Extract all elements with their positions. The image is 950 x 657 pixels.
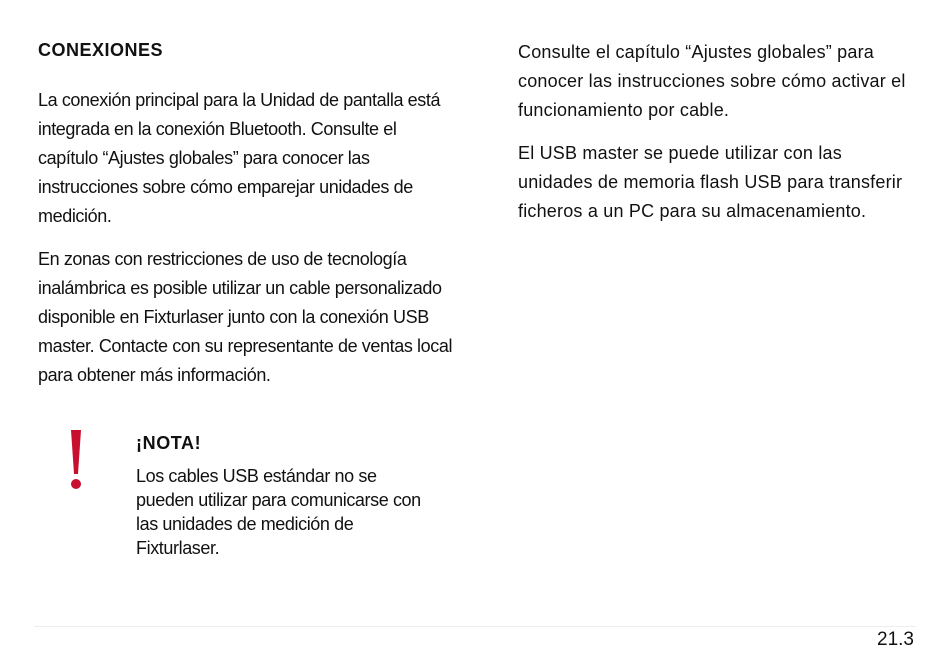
note-title: ¡NOTA! [136, 433, 202, 453]
paragraph-usb-master: El USB master se puede utilizar con las unidades de memoria flash USB para transferir ficheros a un PC para su almacenamiento. [518, 143, 903, 221]
note-text: Los cables USB estándar no se pueden utilizar para comunicarse con las unidades de medición de Fixturlaser. [136, 466, 421, 558]
note-box [38, 430, 458, 570]
paragraph-cable-activation: Consulte el capítulo “Ajustes globales” para conocer las instrucciones sobre cómo activar el funcionamiento por cable. [518, 42, 906, 120]
footer-divider [34, 626, 916, 627]
exclamation-icon [68, 430, 84, 492]
page-number: 21.3 [877, 629, 914, 650]
paragraph-wired-connection: En zonas con restricciones de uso de tecnología inalámbrica es posible utilizar un cable personalizado disponible en Fixturlaser junto con la conexión USB master. Contacte con su representante de ventas local para obtener más información. [38, 249, 453, 385]
paragraph-bluetooth-connection: La conexión principal para la Unidad de pantalla está integrada en la conexión Bluetooth. Consulte el capítulo “Ajustes globales” para conocer las instrucciones sobre cómo emparejar unidades de medición. [38, 90, 441, 226]
section-heading: CONEXIONES [38, 40, 164, 60]
right-column [518, 38, 918, 240]
left-column [38, 38, 458, 558]
